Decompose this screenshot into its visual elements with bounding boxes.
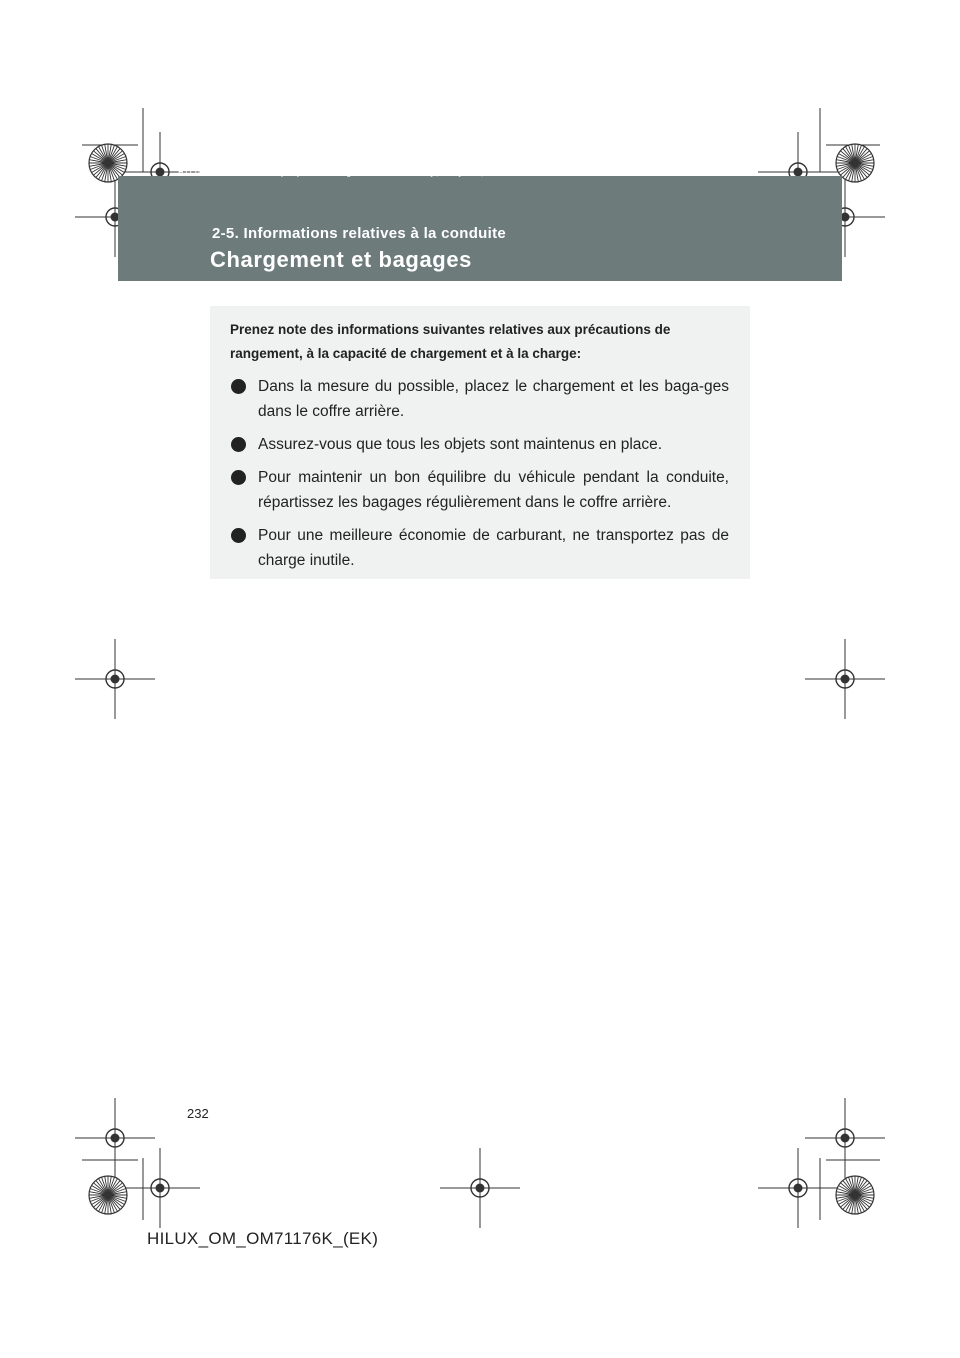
page-title: Chargement et bagages	[210, 247, 473, 272]
list-item	[230, 374, 729, 424]
note-intro: Prenez note des informations suivantes relatives aux précautions de rangement, à la capacité de chargement et à la charge:	[230, 322, 671, 361]
list-item	[230, 465, 729, 515]
list-item	[230, 432, 729, 457]
precautions-note-box	[210, 306, 750, 579]
print-file-header: HILUX_OM_OM71176K_(EK).book Page 232 Wednesday, May 16, 2012 2:32 PM	[178, 168, 559, 178]
list-item-text: Assurez-vous que tous les objets sont maintenus en place.	[258, 436, 663, 453]
footer-document-id: HILUX_OM_OM71176K_(EK)	[147, 1229, 379, 1248]
bullet-icon	[230, 378, 247, 395]
precautions-list	[230, 374, 729, 573]
starburst-icon	[89, 1176, 127, 1214]
bullet-icon	[230, 469, 247, 486]
section-label: 2-5. Informations relatives à la conduite	[212, 225, 507, 242]
crosshair-icon	[75, 639, 155, 719]
bullet-icon	[230, 436, 247, 453]
bullet-icon	[230, 527, 247, 544]
crosshair-icon	[805, 1098, 885, 1178]
crosshair-icon	[440, 1148, 520, 1228]
page-number: 232	[187, 1106, 209, 1121]
list-item-text: Dans la mesure du possible, placez le chargement et les baga-ges dans le coffre arrière.	[258, 378, 729, 420]
crosshair-icon	[805, 639, 885, 719]
list-item-text: Pour une meilleure économie de carburant, ne transportez pas de charge inutile.	[258, 527, 729, 569]
list-item	[230, 523, 729, 573]
starburst-icon	[836, 1176, 874, 1214]
list-item-text: Pour maintenir un bon équilibre du véhicule pendant la conduite, répartissez les bagages régulièrement dans le coffre arrière.	[258, 469, 729, 511]
